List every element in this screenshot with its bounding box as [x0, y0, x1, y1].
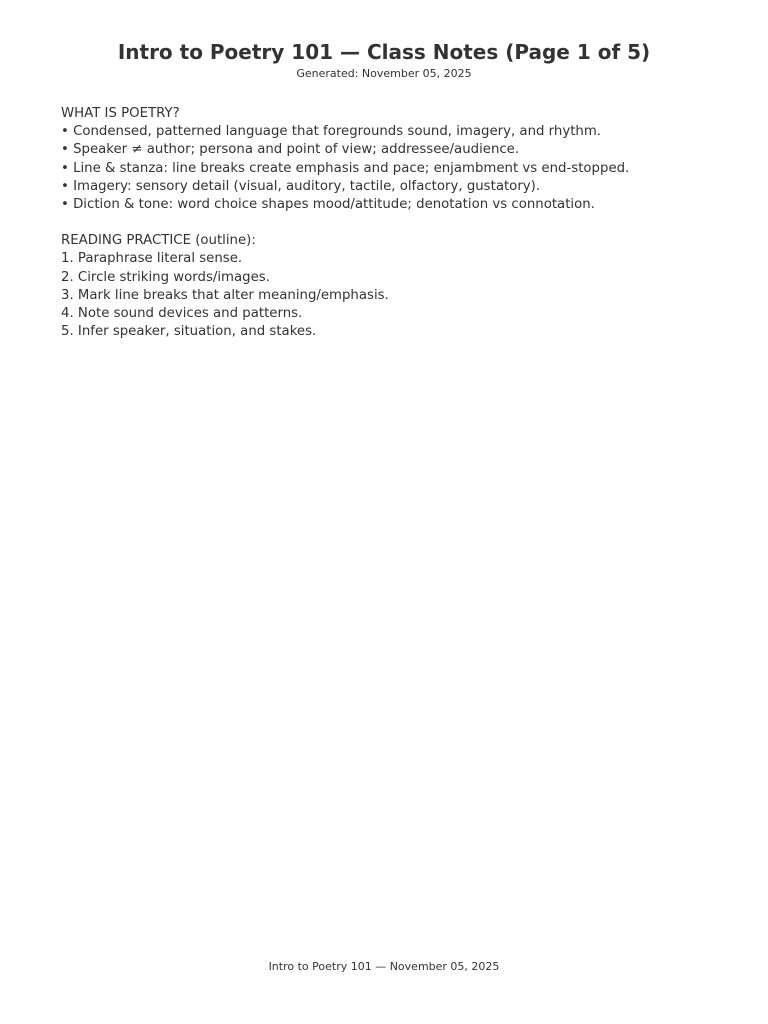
section-heading: READING PRACTICE (outline):	[61, 233, 256, 249]
numbered-item: 2. Circle striking words/images.	[61, 269, 270, 285]
numbered-item: 4. Note sound devices and patterns.	[61, 306, 303, 322]
section-heading: WHAT IS POETRY?	[61, 106, 180, 121]
numbered-item: 3. Mark line breaks that alter meaning/emphasis.	[61, 287, 389, 303]
numbered-item: 1. Paraphrase literal sense.	[61, 251, 243, 267]
bullet-item: • Condensed, patterned language that foregrounds sound, imagery, and rhythm.	[61, 124, 602, 140]
generated-date: Generated: November 05, 2025	[296, 67, 472, 80]
bullet-item: • Line & stanza: line breaks create emphasis and pace; enjambment vs end-stopped.	[61, 160, 630, 176]
section-reading-practice	[61, 232, 751, 341]
notes-body	[61, 105, 751, 359]
bullet-item: • Speaker ≠ author; persona and point of view; addressee/audience.	[61, 142, 520, 158]
numbered-item: 5. Infer speaker, situation, and stakes.	[61, 324, 317, 340]
bullet-item: • Diction & tone: word choice shapes mood/attitude; denotation vs connotation.	[61, 197, 595, 213]
page-title: Intro to Poetry 101 — Class Notes (Page 1 of 5)	[117, 40, 651, 64]
bullet-item: • Imagery: sensory detail (visual, auditory, tactile, olfactory, gustatory).	[61, 178, 541, 194]
page-footer: Intro to Poetry 101 — November 05, 2025	[268, 960, 500, 973]
section-what-is-poetry	[61, 105, 751, 214]
